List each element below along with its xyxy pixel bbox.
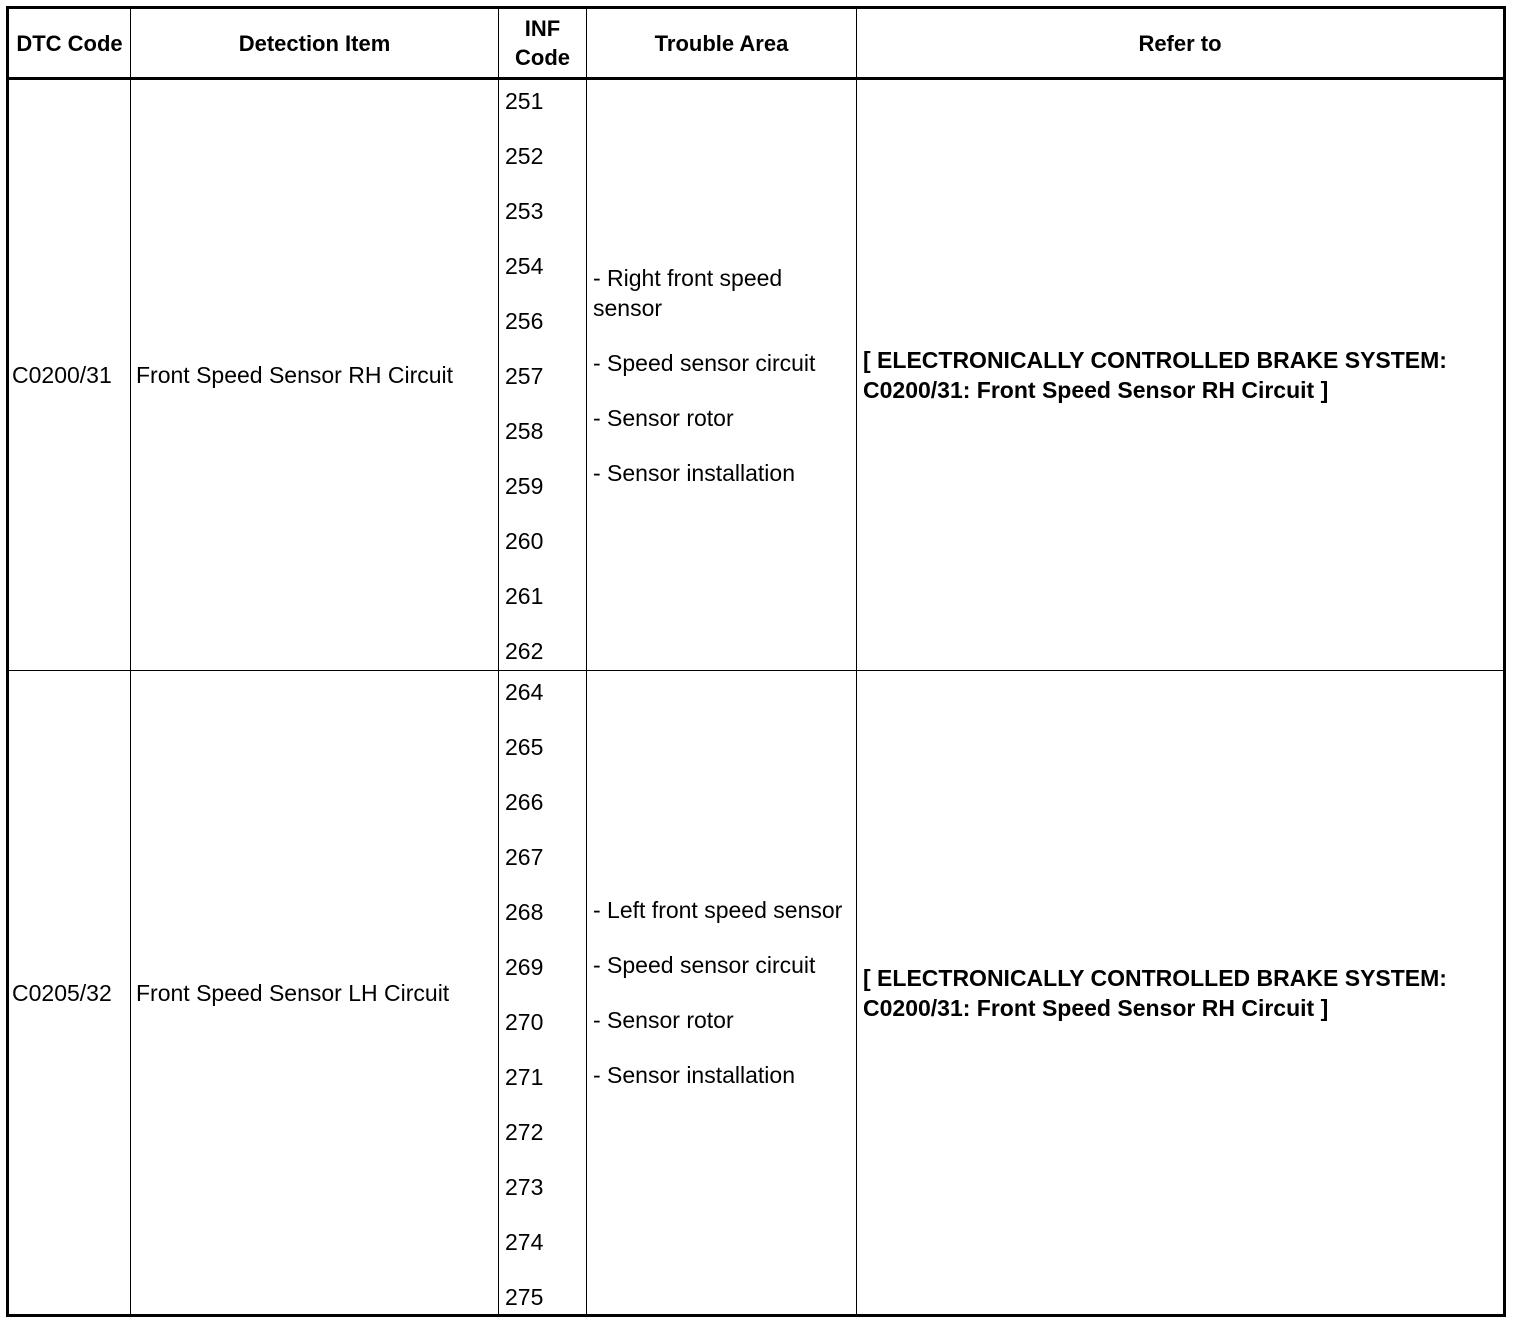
trouble-area-item: - Sensor rotor	[593, 1007, 734, 1033]
inf-code: 273	[505, 1174, 544, 1200]
inf-code: 269	[505, 954, 544, 980]
row-2-detection-item: Front Speed Sensor LH Circuit	[136, 979, 450, 1006]
row-1-refer-to	[863, 80, 1505, 670]
inf-code: 270	[505, 1009, 544, 1035]
trouble-area-item: - Sensor installation	[593, 1062, 795, 1088]
inf-code: 264	[505, 679, 544, 705]
row-2-inf-codes	[499, 671, 586, 1314]
inf-code: 253	[505, 198, 544, 224]
row-2-refer-to	[863, 671, 1505, 1314]
inf-code: 251	[505, 88, 544, 114]
inf-code: 266	[505, 789, 544, 815]
row-1-inf-codes	[499, 80, 586, 670]
header-dtc-code: DTC Code	[16, 30, 123, 56]
header-trouble-area: Trouble Area	[654, 30, 789, 56]
trouble-area-item: - Sensor installation	[593, 459, 795, 486]
row-2-trouble-area	[593, 671, 851, 1314]
inf-code: 257	[505, 363, 544, 389]
inf-code: 252	[505, 143, 544, 169]
inf-code: 262	[505, 638, 544, 664]
row-1-trouble-area	[593, 80, 851, 670]
row-2-dtc-code: C0205/32	[12, 979, 112, 1006]
inf-code: 274	[505, 1229, 544, 1255]
inf-code: 275	[505, 1284, 544, 1310]
row-1-refer-link[interactable]: [ ELECTRONICALLY CONTROLLED BRAKE SYSTEM: C0200/31: Front Speed Sensor RH Circuit ]	[863, 347, 1447, 403]
header-refer-to: Refer to	[1138, 30, 1222, 56]
inf-code: 259	[505, 473, 544, 499]
column-divider	[586, 9, 587, 1314]
inf-code: 268	[505, 899, 544, 925]
inf-code: 260	[505, 528, 544, 554]
trouble-area-item: - Right front speed sensor	[593, 264, 783, 321]
trouble-area-item: - Left front speed sensor	[593, 897, 843, 923]
column-divider	[130, 9, 131, 1314]
inf-code: 261	[505, 583, 544, 609]
row-1-detection-item: Front Speed Sensor RH Circuit	[136, 362, 454, 388]
header-inf-code: INF Code	[515, 16, 570, 70]
trouble-area-item: - Speed sensor circuit	[593, 952, 816, 978]
row-1-dtc-code: C0200/31	[12, 362, 112, 388]
row-2-refer-link[interactable]: [ ELECTRONICALLY CONTROLLED BRAKE SYSTEM: C0200/31: Front Speed Sensor RH Circuit ]	[863, 964, 1447, 1021]
trouble-area-item: - Speed sensor circuit	[593, 349, 816, 376]
header-detection-item: Detection Item	[238, 30, 391, 56]
dtc-table	[6, 6, 1506, 1317]
inf-code: 272	[505, 1119, 544, 1145]
inf-code: 271	[505, 1064, 544, 1090]
inf-code: 267	[505, 844, 544, 870]
inf-code: 254	[505, 253, 544, 279]
inf-code: 256	[505, 308, 544, 334]
trouble-area-item: - Sensor rotor	[593, 404, 734, 431]
column-divider	[856, 9, 857, 1314]
inf-code: 258	[505, 418, 544, 444]
inf-code: 265	[505, 734, 544, 760]
